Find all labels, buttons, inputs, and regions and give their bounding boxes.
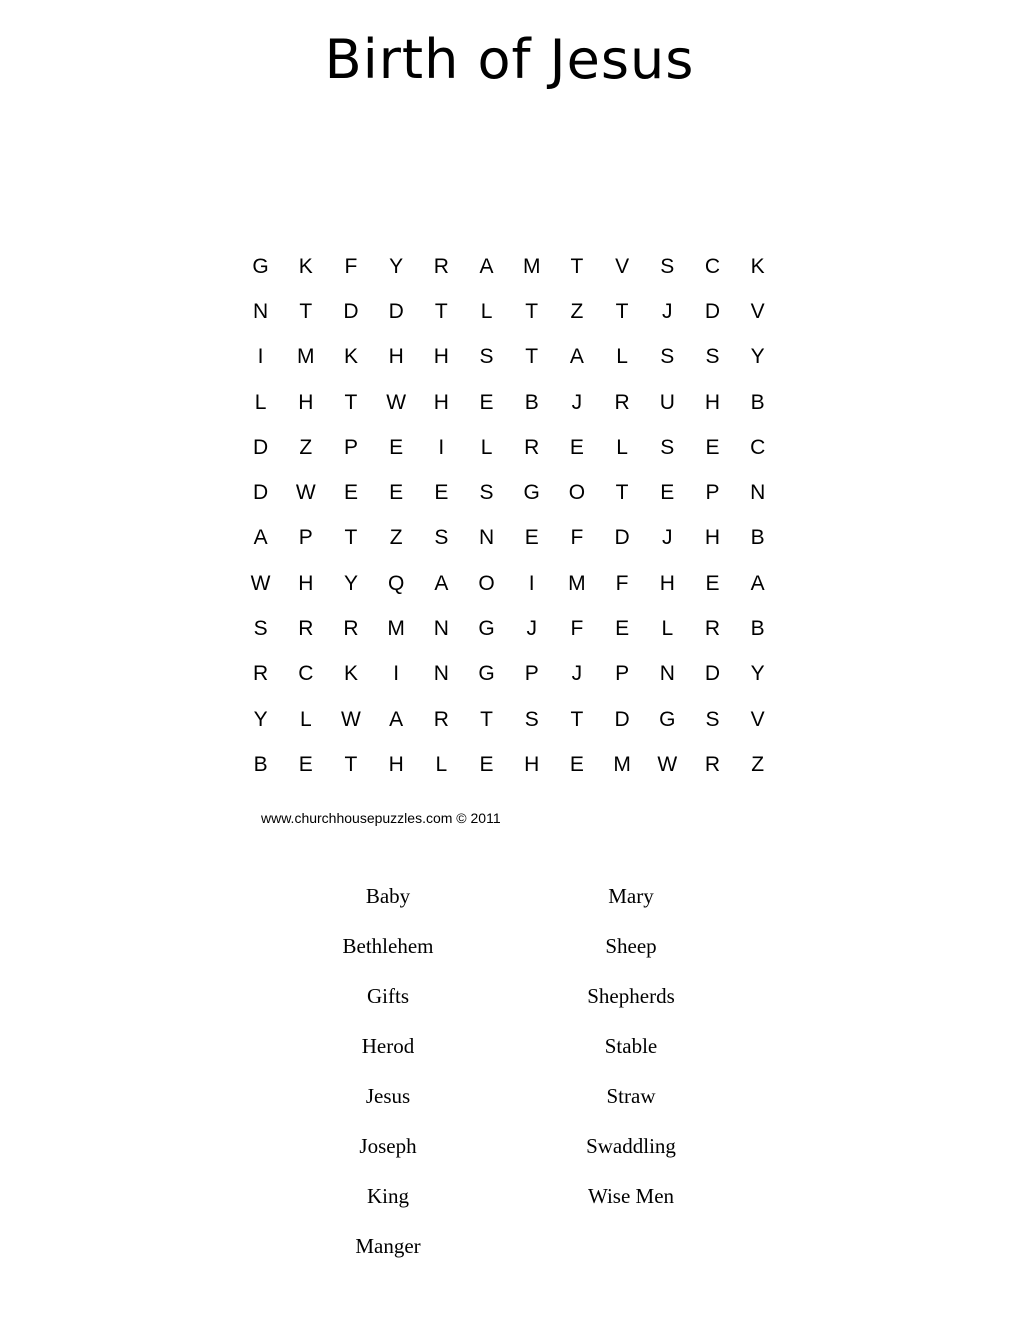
grid-letter[interactable]: B [524, 390, 539, 414]
grid-letter[interactable]: M [387, 617, 405, 641]
grid-letter[interactable]: T [344, 752, 358, 776]
grid-letter[interactable]: T [570, 707, 584, 731]
grid-letter[interactable]: A [253, 526, 268, 550]
grid-letter[interactable]: D [253, 435, 269, 459]
grid-letter[interactable]: S [479, 345, 494, 369]
grid-letter[interactable]: L [480, 299, 493, 323]
grid-letter[interactable]: S [660, 254, 675, 278]
grid-letter[interactable]: I [528, 571, 535, 595]
grid-letter[interactable]: S [660, 345, 675, 369]
word-list-item: Baby [365, 884, 411, 908]
grid-letter[interactable]: A [750, 571, 765, 595]
word-list-item: Bethlehem [342, 934, 434, 958]
grid-letter[interactable]: K [343, 345, 358, 369]
grid-letter[interactable]: E [524, 526, 539, 550]
grid-letter[interactable]: E [705, 435, 720, 459]
grid-letter[interactable]: P [343, 435, 358, 459]
grid-letter[interactable]: R [524, 435, 540, 459]
grid-letter[interactable]: T [615, 481, 629, 505]
grid-letter[interactable]: B [750, 526, 765, 550]
grid-letter[interactable]: H [298, 571, 314, 595]
grid-letter[interactable]: R [343, 617, 359, 641]
grid-letter[interactable]: N [253, 299, 269, 323]
grid-letter[interactable]: K [298, 254, 313, 278]
word-list-item: King [367, 1184, 409, 1208]
word-list-item: Sheep [605, 934, 657, 958]
grid-letter[interactable]: T [525, 345, 539, 369]
word-list-item: Wise Men [587, 1184, 675, 1208]
grid-letter[interactable]: I [438, 435, 445, 459]
grid-letter[interactable]: Y [750, 662, 765, 686]
word-list-item: Shepherds [587, 984, 675, 1008]
grid-letter[interactable]: E [479, 390, 494, 414]
page-title: Birth of Jesus [324, 28, 695, 91]
grid-letter[interactable]: M [613, 752, 631, 776]
word-list-right [521, 876, 741, 1226]
grid-letter[interactable]: D [253, 481, 269, 505]
grid-letter[interactable]: W [250, 571, 271, 595]
grid-letter[interactable]: D [388, 299, 404, 323]
grid-letter[interactable]: D [704, 299, 721, 323]
grid-letter[interactable]: B [750, 617, 765, 641]
grid-letter[interactable]: J [662, 526, 673, 550]
grid-letter[interactable]: A [479, 254, 494, 278]
grid-letter[interactable]: G [252, 254, 269, 278]
word-list-item: Jesus [365, 1084, 411, 1108]
grid-letter[interactable]: Z [751, 752, 765, 776]
grid-letter[interactable]: V [750, 299, 765, 323]
copyright-credit: www.churchhousepuzzles.com © 2011 [261, 810, 501, 826]
grid-letter[interactable]: H [433, 390, 449, 414]
grid-letter[interactable]: R [253, 662, 269, 686]
word-list-item: Manger [355, 1234, 421, 1258]
grid-letter[interactable]: D [343, 299, 359, 323]
grid-letter[interactable]: E [298, 752, 313, 776]
grid-letter[interactable]: W [657, 752, 678, 776]
word-list-item: Stable [604, 1034, 658, 1058]
grid-letter[interactable]: G [478, 617, 495, 641]
grid-letter[interactable]: E [434, 481, 449, 505]
grid-letter[interactable]: E [660, 481, 675, 505]
grid-letter[interactable]: S [705, 345, 720, 369]
grid-letter[interactable]: J [526, 617, 537, 641]
grid-letter[interactable]: S [434, 526, 449, 550]
grid-letter[interactable]: T [480, 707, 493, 731]
grid-letter[interactable]: R [704, 617, 721, 641]
grid-letter[interactable]: Z [299, 435, 313, 459]
grid-letter[interactable]: M [297, 345, 315, 369]
word-list-item: Herod [361, 1034, 415, 1058]
grid-letter[interactable]: U [659, 390, 675, 414]
grid-letter[interactable]: W [386, 390, 407, 414]
grid-letter[interactable]: Y [253, 707, 268, 731]
grid-letter[interactable]: K [343, 662, 358, 686]
grid-letter[interactable]: V [750, 707, 765, 731]
grid-letter[interactable]: S [660, 435, 675, 459]
grid-letter[interactable]: V [615, 254, 630, 278]
grid-letter[interactable]: G [659, 707, 676, 731]
grid-letter[interactable]: N [659, 662, 675, 686]
grid-letter[interactable]: J [571, 662, 583, 686]
grid-letter[interactable]: W [341, 707, 361, 731]
grid-letter[interactable]: K [750, 254, 765, 278]
grid-letter[interactable]: I [257, 345, 264, 369]
grid-letter[interactable]: H [659, 571, 675, 595]
grid-letter[interactable]: C [704, 254, 721, 278]
grid-letter[interactable]: T [344, 390, 358, 414]
grid-letter[interactable]: N [478, 526, 495, 550]
grid-letter[interactable]: C [298, 662, 314, 686]
grid-letter[interactable]: T [615, 299, 629, 323]
grid-letter[interactable]: D [614, 707, 630, 731]
grid-letter[interactable]: H [524, 752, 540, 776]
grid-letter[interactable]: T [299, 299, 313, 323]
grid-letter[interactable]: D [704, 662, 721, 686]
grid-letter[interactable]: C [750, 435, 766, 459]
word-list-item: Swaddling [586, 1134, 676, 1158]
grid-letter[interactable]: P [298, 526, 313, 550]
grid-letter[interactable]: E [479, 752, 494, 776]
grid-letter[interactable]: W [295, 481, 316, 505]
grid-letter[interactable]: H [433, 345, 449, 369]
grid-letter[interactable]: N [750, 481, 766, 505]
grid-letter[interactable]: E [615, 617, 630, 641]
grid-letter[interactable]: B [750, 390, 765, 414]
grid-letter[interactable]: T [434, 299, 448, 323]
grid-letter[interactable]: R [433, 707, 449, 731]
grid-letter[interactable]: M [522, 254, 541, 278]
grid-letter[interactable]: S [479, 481, 494, 505]
grid-letter[interactable]: O [568, 481, 586, 505]
grid-letter[interactable]: R [433, 254, 449, 278]
grid-letter[interactable]: R [704, 752, 721, 776]
grid-letter[interactable]: N [433, 662, 449, 686]
grid-letter[interactable]: F [570, 526, 584, 550]
grid-letter[interactable]: Q [387, 571, 405, 595]
grid-letter[interactable]: E [389, 481, 404, 505]
word-list-item: Mary [608, 884, 654, 908]
grid-letter[interactable]: S [524, 707, 539, 731]
grid-letter[interactable]: E [705, 571, 720, 595]
grid-letter[interactable]: N [433, 617, 449, 641]
grid-letter[interactable]: Z [389, 526, 403, 550]
grid-letter[interactable]: B [253, 752, 268, 776]
grid-letter[interactable]: H [388, 345, 404, 369]
grid-letter[interactable]: H [704, 390, 721, 414]
grid-letter[interactable]: H [388, 752, 404, 776]
grid-letter[interactable]: A [569, 345, 584, 369]
grid-letter[interactable]: G [523, 481, 540, 505]
word-list-item: Gifts [367, 984, 409, 1008]
grid-letter[interactable]: A [389, 707, 404, 731]
grid-letter[interactable]: L [480, 435, 493, 459]
grid-letter[interactable]: J [571, 390, 583, 414]
grid-letter[interactable]: F [570, 617, 584, 641]
grid-letter[interactable]: Y [343, 571, 358, 595]
word-list-item: Joseph [359, 1134, 417, 1158]
grid-letter[interactable]: R [298, 617, 314, 641]
grid-letter[interactable]: J [662, 299, 673, 323]
grid-letter[interactable]: T [525, 299, 539, 323]
grid-letter[interactable]: T [570, 254, 584, 278]
grid-letter[interactable]: R [614, 390, 630, 414]
grid-letter[interactable]: L [661, 617, 674, 641]
grid-letter[interactable]: O [478, 571, 495, 595]
grid-letter[interactable]: M [568, 571, 586, 595]
word-list-item: Straw [606, 1084, 656, 1108]
grid-letter[interactable]: S [705, 707, 720, 731]
grid-letter[interactable]: E [343, 481, 358, 505]
grid-letter[interactable]: H [704, 526, 721, 550]
grid-letter[interactable]: L [616, 345, 628, 369]
grid-letter[interactable]: A [434, 571, 449, 595]
grid-letter[interactable]: Y [389, 254, 404, 278]
grid-letter[interactable]: Z [570, 299, 584, 323]
grid-letter[interactable]: P [615, 662, 630, 686]
grid-letter[interactable]: L [299, 707, 312, 731]
grid-letter[interactable]: P [705, 481, 720, 505]
grid-letter[interactable]: L [254, 390, 267, 414]
grid-letter[interactable]: H [298, 390, 314, 414]
grid-letter[interactable]: P [524, 662, 539, 686]
word-search-grid [238, 244, 780, 788]
grid-letter[interactable]: D [614, 526, 630, 550]
grid-letter[interactable]: L [616, 435, 628, 459]
grid-letter[interactable]: S [253, 617, 268, 641]
grid-letter[interactable]: F [615, 571, 629, 595]
grid-letter[interactable]: E [569, 435, 584, 459]
word-list-left [278, 876, 498, 1276]
grid-letter[interactable]: L [435, 752, 448, 776]
grid-letter[interactable]: F [344, 254, 358, 278]
grid-letter[interactable]: E [569, 752, 584, 776]
grid-letter[interactable]: Y [750, 345, 765, 369]
grid-letter[interactable]: T [344, 526, 358, 550]
grid-letter[interactable]: I [393, 662, 400, 686]
grid-letter[interactable]: G [478, 662, 495, 686]
grid-letter[interactable]: E [389, 435, 404, 459]
